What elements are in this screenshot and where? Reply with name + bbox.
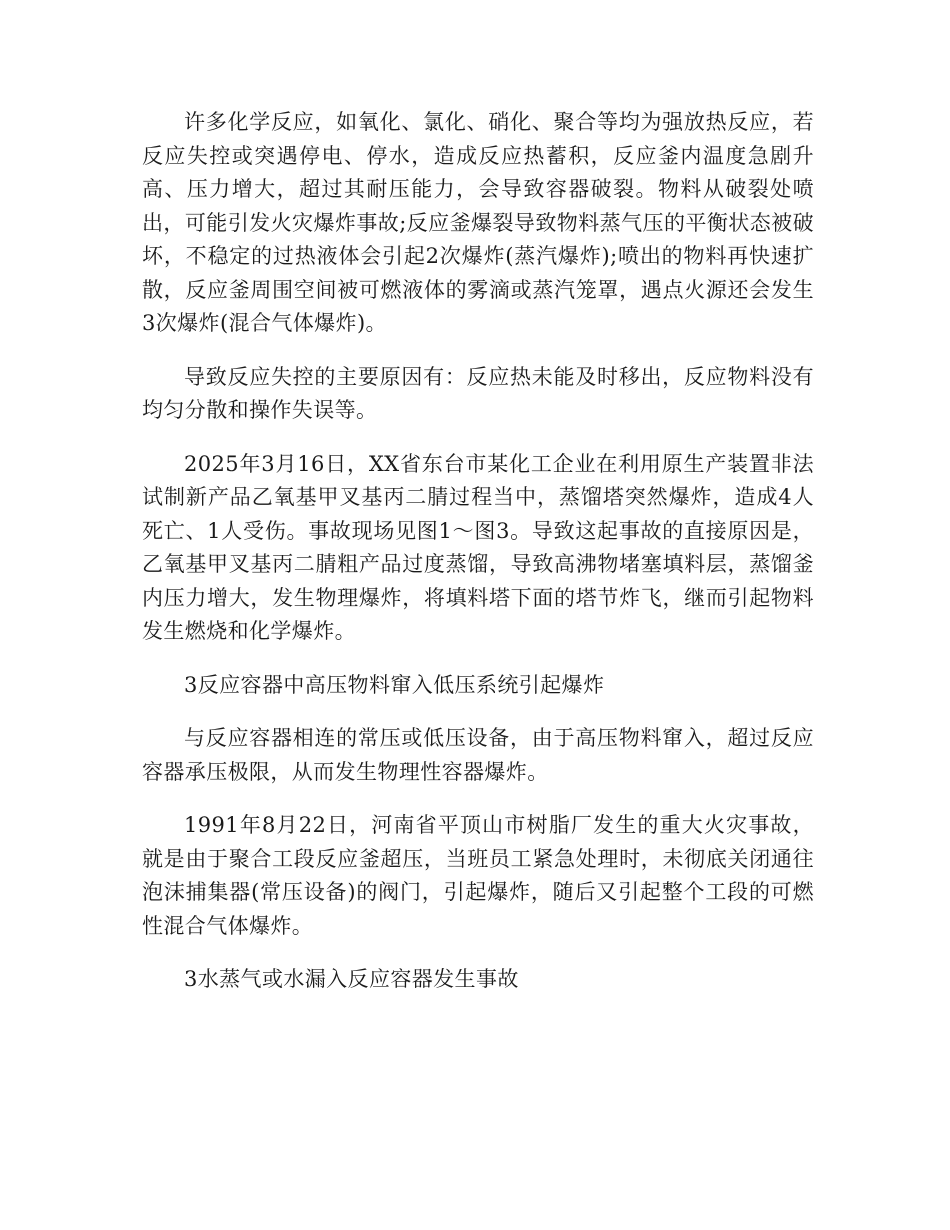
document-body [142, 106, 814, 1017]
section-heading-high-pressure: 3反应容器中高压物料窜入低压系统引起爆炸 [184, 672, 605, 697]
paragraph-dongtai-accident: 2025年3月16日，XX省东台市某化工企业在利用原生产装置非法试制新产品乙氧基甲叉基丙二腈过程当中，蒸馏塔突然爆炸，造成4人死亡、1人受伤。事故现场见图1～图3。导致这起事故的直接原因是，乙氧基甲叉基丙二腈粗产品过度蒸馏，导致高沸物堵塞填料层，蒸馏釜内压力增大，发生物理爆炸，将填料塔下面的塔节炸飞，继而引起物料发生燃烧和化学爆炸。 [142, 451, 814, 643]
paragraph-low-pressure-equipment: 与反应容器相连的常压或低压设备，由于高压物料窜入，超过反应容器承压极限，从而发生物理性容器爆炸。 [142, 726, 814, 784]
section-heading-steam-leak: 3水蒸气或水漏入反应容器发生事故 [184, 967, 519, 991]
paragraph-runaway-causes: 导致反应失控的主要原因有：反应热未能及时移出，反应物料没有均匀分散和操作失误等。 [142, 364, 814, 422]
paragraph-pingdingshan-accident: 1991年8月22日，河南省平顶山市树脂厂发生的重大火灾事故，就是由于聚合工段反应釜超压，当班员工紧急处理时，未彻底关闭通往泡沫捕集器(常压设备)的阀门，引起爆炸，随后又引起整个工段的可燃性混合气体爆炸。 [142, 813, 814, 938]
paragraph-exothermic-reactions: 许多化学反应，如氧化、氯化、硝化、聚合等均为强放热反应，若反应失控或突遇停电、停水，造成反应热蓄积，反应釜内温度急剧升高、压力增大，超过其耐压能力，会导致容器破裂。物料从破裂处喷出，可能引发火灾爆炸事故;反应釜爆裂导致物料蒸气压的平衡状态被破坏，不稳定的过热液体会引起2次爆炸(蒸汽爆炸);喷出的物料再快速扩散，反应釜周围空间被可燃液体的雾滴或蒸汽笼罩，遇点火源还会发生3次爆炸(混合气体爆炸)。 [142, 110, 814, 335]
